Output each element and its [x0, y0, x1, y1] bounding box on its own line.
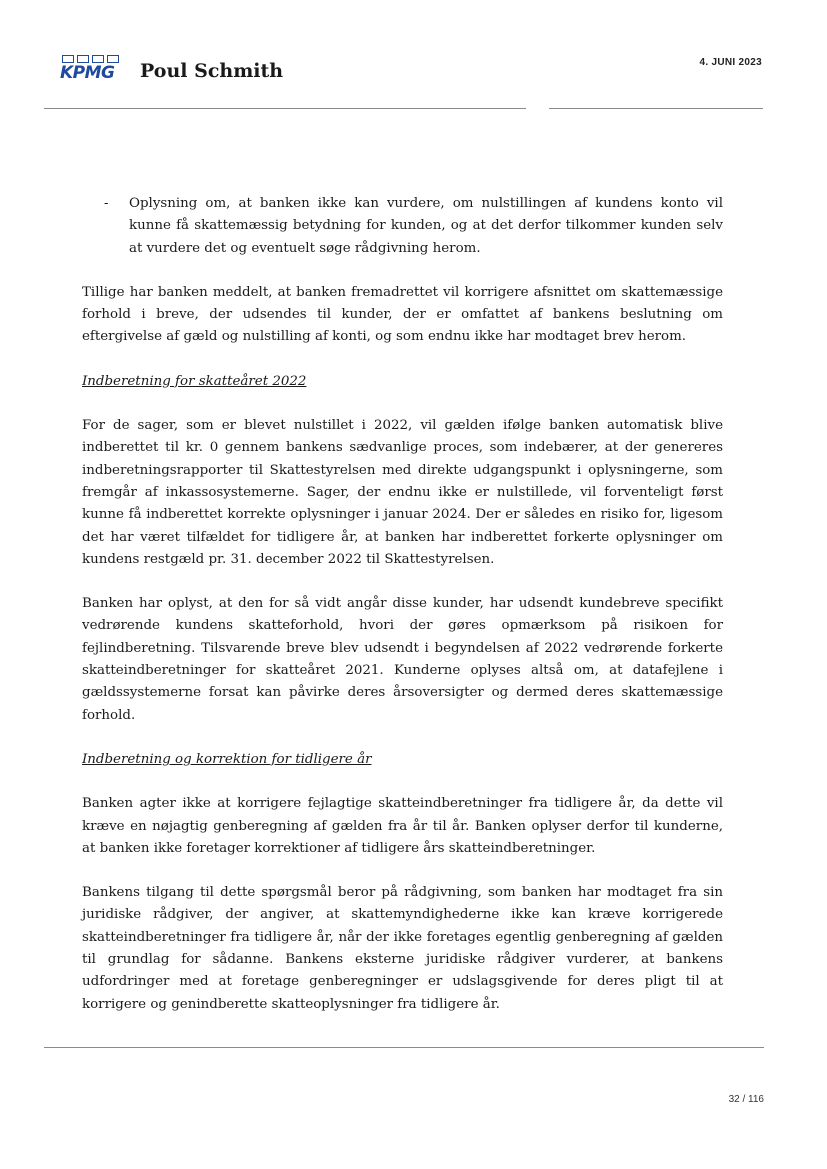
kpmg-logo-boxes — [62, 55, 119, 63]
footer-divider — [44, 1047, 764, 1048]
section-heading-2022: Indberetning for skatteåret 2022 — [82, 373, 307, 389]
header-divider-left — [44, 108, 526, 109]
paragraph-3: Banken har oplyst, at den for så vidt angår disse kunder, har udsendt kundebreve specifikt vedrørende kundens skatteforhold, hvori der gøres opmærksom på risikoen for fejlindberetning. Tilsvarende breve blev udsendt i begyndelsen af 2022 vedrørende forkerte skatteindberetninger for skatteåret 2021. Kunderne oplyses altså om, at datafejlene i gældssystemerne forsat kan påvirke deres årsoversigter og dermed deres skattemæssige forhold. — [82, 596, 723, 723]
section-heading-prior-years: Indberetning og korrektion for tidligere år — [82, 751, 372, 767]
kpmg-logo — [60, 55, 122, 85]
kpmg-logo-text: KPMG — [60, 63, 115, 83]
bullet-text: Oplysning om, at banken ikke kan vurdere, om nulstillingen af kundens konto vil kunne få skattemæssig betydning for kunden, og at det derfor tilkommer kunden selv at vurdere det og eventuelt søge rådgivning herom. — [129, 196, 723, 256]
header-divider-right — [549, 108, 763, 109]
author-name: Poul Schmith — [140, 60, 284, 82]
page-number: 32 / 116 — [728, 1094, 764, 1105]
bullet-item — [82, 193, 723, 260]
paragraph-4: Banken agter ikke at korrigere fejlagtige skatteindberetninger fra tidligere år, da dette vil kræve en nøjagtig genberegning af gælden fra år til år. Banken oplyser derfor til kunderne, at banken ikke foretager korrektioner af tidligere års skatteindberetninger. — [82, 796, 723, 856]
document-body — [82, 193, 723, 1038]
paragraph-2: For de sager, som er blevet nulstillet i 2022, vil gælden ifølge banken automatisk blive indberettet til kr. 0 gennem bankens sædvanlige proces, som indebærer, at der genereres indberetningsrapporter til Skattestyrelsen med direkte udgangspunkt i oplysningerne, som fremgår af inkassosystemerne. Sager, der endnu ikke er nulstillede, vil forventeligt først kunne få indberettet korrekte oplysninger i januar 2024. Der er således en risiko for, ligesom det har været tilfældet for tidligere år, at banken har indberettet forkerte oplysninger om kundens restgæld pr. 31. december 2022 til Skattestyrelsen. — [82, 418, 723, 567]
document-date: 4. JUNI 2023 — [699, 57, 762, 68]
paragraph-1: Tillige har banken meddelt, at banken fremadrettet vil korrigere afsnittet om skattemæssige forhold i breve, der udsendes til kunder, der er omfattet af bankens beslutning om eftergivelse af gæld og nulstilling af konti, og som endnu ikke har modtaget brev herom. — [82, 284, 723, 345]
bullet-dash: - — [104, 196, 109, 211]
paragraph-5: Bankens tilgang til dette spørgsmål beror på rådgivning, som banken har modtaget fra sin juridiske rådgiver, der angiver, at skattemyndighederne ikke kan kræve korrigerede skatteindberetninger fra tidligere år, når der ikke foretages egentlig genberegning af gælden til grundlag for sådanne. Bankens eksterne juridiske rådgiver vurderer, at bankens udfordringer med at foretage genberegninger er udslagsgivende for deres pligt til at korrigere og genindberette skatteoplysninger fra tidligere år. — [82, 885, 723, 1012]
